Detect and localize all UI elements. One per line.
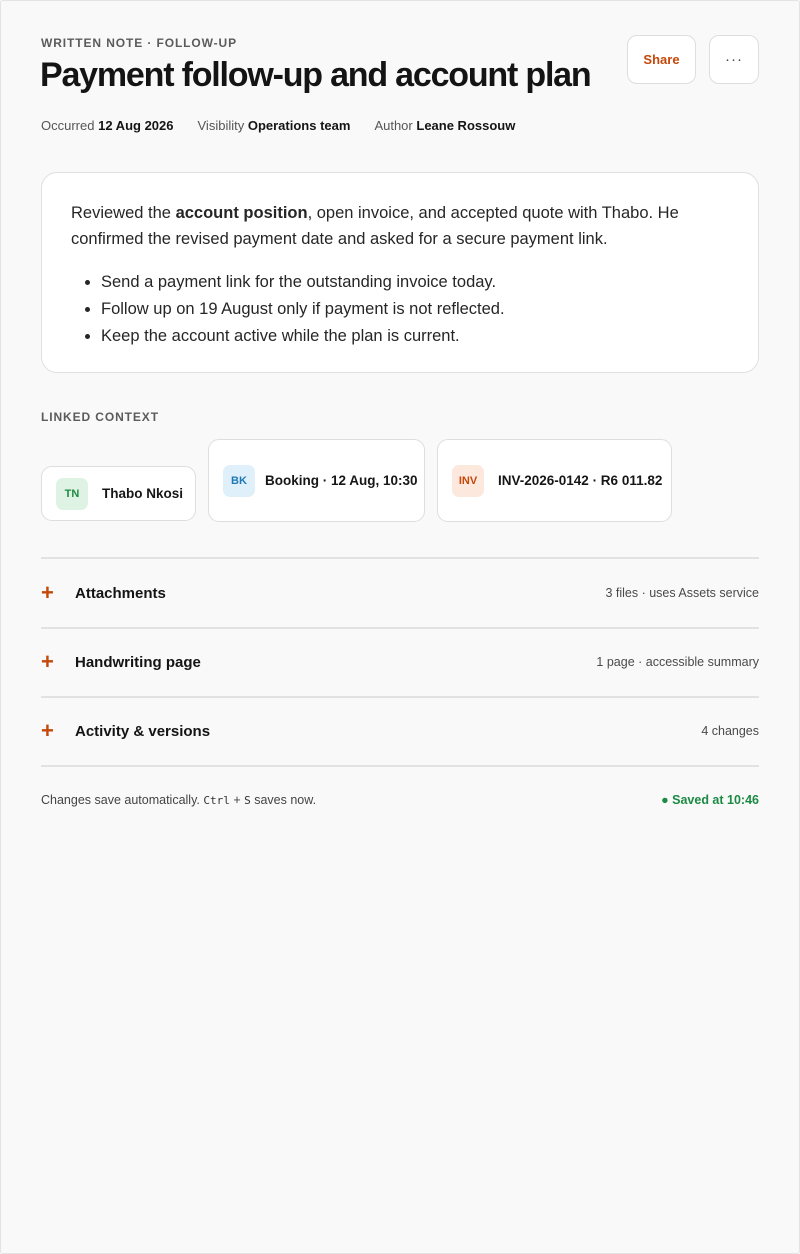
note-type-eyebrow: WRITTEN NOTE · FOLLOW-UP	[41, 36, 237, 50]
ctrl-key: Ctrl	[203, 794, 230, 807]
linked-contact-chip[interactable]	[41, 466, 196, 521]
linked-booking-chip[interactable]	[208, 439, 425, 522]
saved-status: ● Saved at 10:46	[661, 793, 759, 807]
accordion-meta: 3 files · uses Assets service	[605, 586, 759, 600]
linked-booking-label: Booking · 12 Aug, 10:30	[265, 473, 418, 488]
autosave-hint: Changes save automatically. Ctrl + S saves now.	[41, 793, 317, 807]
accordion-title: Attachments	[75, 584, 166, 602]
linked-contact-name: Thabo Nkosi	[102, 486, 184, 501]
note-intro: Reviewed the account position, open invoice, and accepted quote with Thabo. He confirmed the revised payment date and asked for a secure payment link.	[71, 204, 679, 248]
visibility-meta: Visibility Operations team	[197, 118, 351, 133]
occurred-date: 12 Aug 2026	[98, 118, 174, 133]
visibility-value: Operations team	[247, 118, 351, 133]
activity-accordion[interactable]	[41, 716, 759, 746]
avatar: TN	[56, 478, 88, 510]
footer	[41, 793, 759, 807]
accordion-meta: 4 changes	[701, 724, 759, 738]
handwriting-accordion[interactable]	[41, 647, 759, 677]
page-title: Payment follow-up and account plan	[40, 56, 591, 94]
expand-plus-icon: +	[41, 718, 54, 743]
more-options-button[interactable]	[709, 35, 759, 84]
linked-invoice-chip[interactable]	[437, 439, 672, 522]
divider	[41, 696, 759, 698]
attachments-accordion[interactable]	[41, 578, 759, 608]
booking-badge: BK	[223, 465, 255, 497]
note-meta	[41, 118, 515, 133]
divider	[41, 627, 759, 629]
linked-invoice-label: INV-2026-0142 · R6 011.82	[498, 473, 663, 488]
note-bullet-list	[71, 269, 729, 350]
expand-plus-icon: +	[41, 649, 54, 674]
list-item: • Keep the account active while the plan is current.	[101, 323, 729, 350]
s-key: S	[244, 794, 251, 807]
occurred-meta: Occurred 12 Aug 2026	[41, 118, 174, 133]
accordion-title: Activity & versions	[75, 722, 211, 740]
accordion-meta: 1 page · accessible summary	[596, 655, 759, 669]
author-meta: Author Leane Rossouw	[374, 118, 516, 133]
divider	[41, 557, 759, 559]
list-item: • Send a payment link for the outstanding invoice today.	[101, 269, 729, 296]
expand-plus-icon: +	[41, 580, 54, 605]
share-button[interactable]: Share	[627, 35, 696, 84]
divider	[41, 765, 759, 767]
accordion-title: Handwriting page	[75, 653, 201, 671]
list-item: • Follow up on 19 August only if payment is not reflected.	[101, 296, 729, 323]
more-icon: ···	[725, 51, 743, 68]
note-body[interactable]	[41, 172, 759, 373]
invoice-badge: INV	[452, 465, 484, 497]
linked-context-label: LINKED CONTEXT	[41, 410, 159, 424]
author-name: Leane Rossouw	[416, 118, 516, 133]
